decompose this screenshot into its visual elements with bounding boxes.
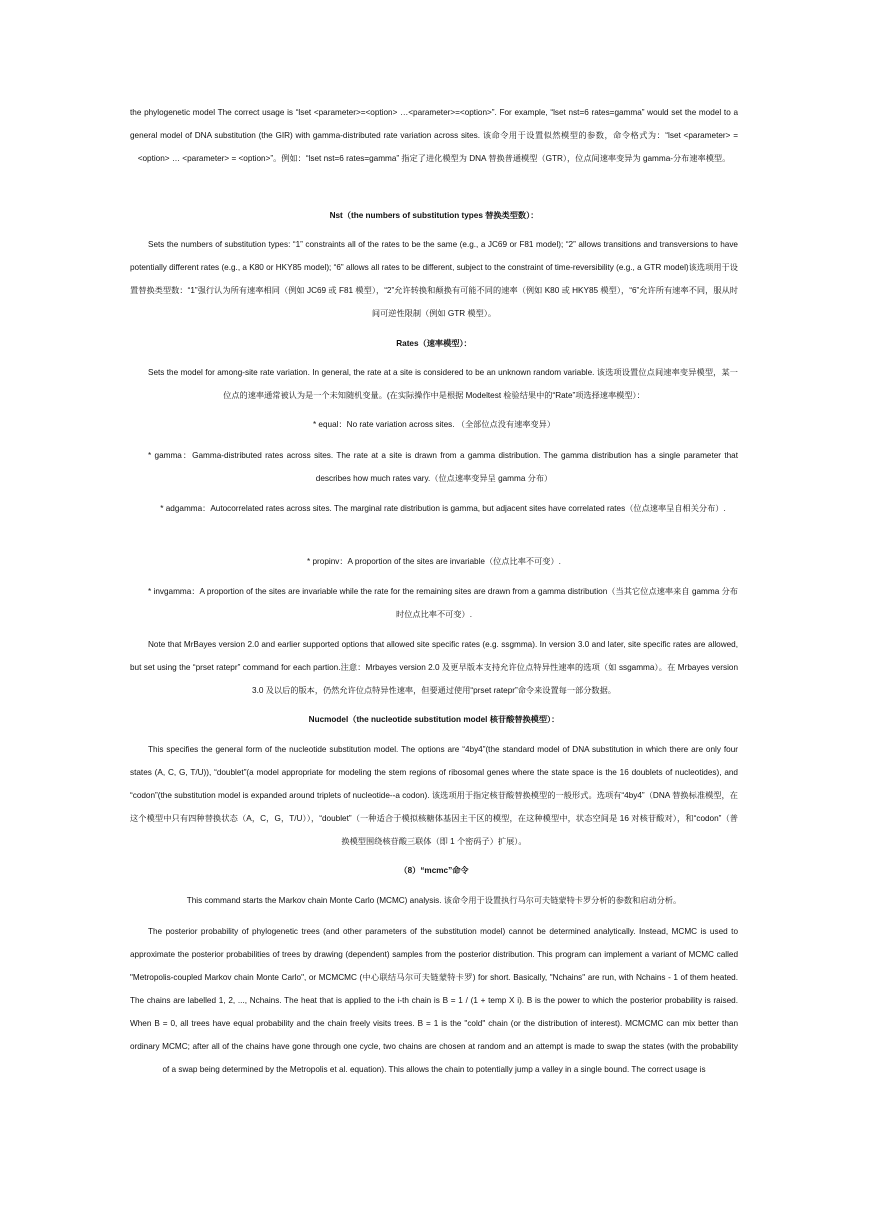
rate-option-equal: * equal：No rate variation across sites. （全部位点没有速率变异）: [312, 420, 556, 429]
mcmc-intro-paragraph: This command starts the Markov chain Monte Carlo (MCMC) analysis. 该命令用于设置执行马尔可夫链蒙特卡罗分析的参数和启动分析。: [186, 896, 682, 905]
rates-paragraph: Sets the model for among-site rate variation. In general, the rate at a site is considered to be an unknown random variable. 该选项设置位点间速率变异模型，某一位点的速率通常被认为是一个未知随机变量。(在实际操作中是根据 Modeltest 检验结果中的“Rate”项选择速率模型）：: [148, 368, 738, 400]
mcmc-detail-paragraph: The posterior probability of phylogenetic trees (and other parameters of the substitution model) cannot be determined analytically. Instead, MCMC is used to approximate the posterior probabilities of trees by drawing (dependent) samples from the posterior distribution. This program can implement a variant of MCMC called "Metropolis-coupled Markov chain Monte Carlo", or MCMCMC (中心联结马尔可夫链蒙特卡罗) for short. Basically, "Nchains" are run, with Nchains - 1 of them heated. The chains are labelled 1, 2, ..., Nchains. The heat that is applied to the i-th chain is B = 1 / (1 + temp X i). B is the power to which the posterior probability is raised. When B = 0, all trees have equal probability and the chain freely visits trees. B = 1 is the "cold" chain (or the distribution of interest). MCMCMC can mix better than ordinary MCMC; after all of the chains have gone through one cycle, two chains are chosen at random and an attempt is made to swap the states (with the probability of a swap being determined by the Metropolis et al. equation). This allows the chain to potentially jump a valley in a single bound. The correct usage is: [130, 927, 738, 1074]
lset-usage-paragraph: the phylogenetic model The correct usage is “lset <parameter>=<option> …<parameter>=<option>”. For example, “lset nst=6 rates=gamma” would set the model to a general model of DNA substitution (the GIR) with gamma-distributed rate variation across sites. 该命令用于设置似然模型的参数，命令格式为：“lset <parameter> = <option> … <parameter> = <option>”。例如：“lset nst=6 rates=gamma” 指定了进化模型为 DNA 替换普通模型（GTR），位点间速率变异为 gamma-分布速率模型。: [130, 108, 738, 163]
nucmodel-heading: Nucmodel（the nucleotide substitution model 核苷酸替换模型）：: [308, 715, 560, 724]
nst-paragraph: Sets the numbers of substitution types: “1” constraints all of the rates to be the same (e.g., a JC69 or F81 model); “2” allows transitions and transversions to have potentially different rates (e.g., a K80 or HKY85 model); “6” allows all rates to be different, subject to the constraint of time-reversibility (e.g., a GTR model)该选项用于设置替换类型数：“1”强行认为所有速率相同（例如 JC69 或 F81 模型），“2”允许转换和颠换有可能不同的速率（例如 K80 或 HKY85 模型），“6”允许所有速率不同，服从时间可逆性限制（例如 GTR 模型）。: [130, 240, 738, 318]
nucmodel-paragraph: This specifies the general form of the nucleotide substitution model. The options are “4by4”(the standard model of DNA substitution in which there are only four states (A, C, G, T/U)), “doublet”(a model appropriate for modeling the stem regions of ribosomal genes where the state space is the 16 doublets of nucleotides), and “codon”(the substitution model is expanded around triplets of nucleotide--a codon). 该选项用于指定核苷酸替换模型的一般形式。选项有“4by4”（DNA 替换标准模型，在这个模型中只有四种替换状态（A，C，G，T/U）），“doublet”（一种适合于模拟核糖体基因主干区的模型，在这种模型中，状态空间是 16 对核苷酸对），和“codon”（普换模型围绕核苷酸三联体（即 1 个密码子）扩展）。: [130, 745, 738, 846]
note-paragraph: Note that MrBayes version 2.0 and earlier supported options that allowed site specific rates (e.g. ssgmma). In version 3.0 and later, site specific rates are allowed, but set using the “prset ratepr” command for each partion.注意：Mrbayes version 2.0 及更早版本支持允许位点特异性速率的选项（如 ssgamma）。在 Mrbayes version 3.0 及以后的版本，仍然允许位点特异性速率，但要通过使用“prset ratepr”命令来设置每一部分数据。: [130, 640, 738, 695]
nst-heading: Nst（the numbers of substitution types 替换类型数）：: [329, 211, 539, 220]
rates-heading: Rates（速率模型）：: [396, 339, 472, 348]
rate-option-gamma: * gamma：Gamma-distributed rates across sites. The rate at a site is drawn from a gamma distribution. The gamma distribution has a single parameter that describes how much rates vary.（位点速率变异呈 gamma 分布）: [148, 451, 738, 483]
mcmc-heading: （8）“mcmc”命令: [399, 866, 469, 875]
rate-option-propinv: * propinv：A proportion of the sites are invariable（位点比率不可变）.: [307, 557, 561, 566]
rate-option-invgamma: * invgamma：A proportion of the sites are invariable while the rate for the remaining sites are drawn from a gamma distribution（当其它位点速率来自 gamma 分布时位点比率不可变）.: [148, 587, 738, 619]
rate-option-adgamma: * adgamma：Autocorrelated rates across sites. The marginal rate distribution is gamma, but adjacent sites have correlated rates（位点速率呈自相关分布）.: [160, 504, 726, 513]
